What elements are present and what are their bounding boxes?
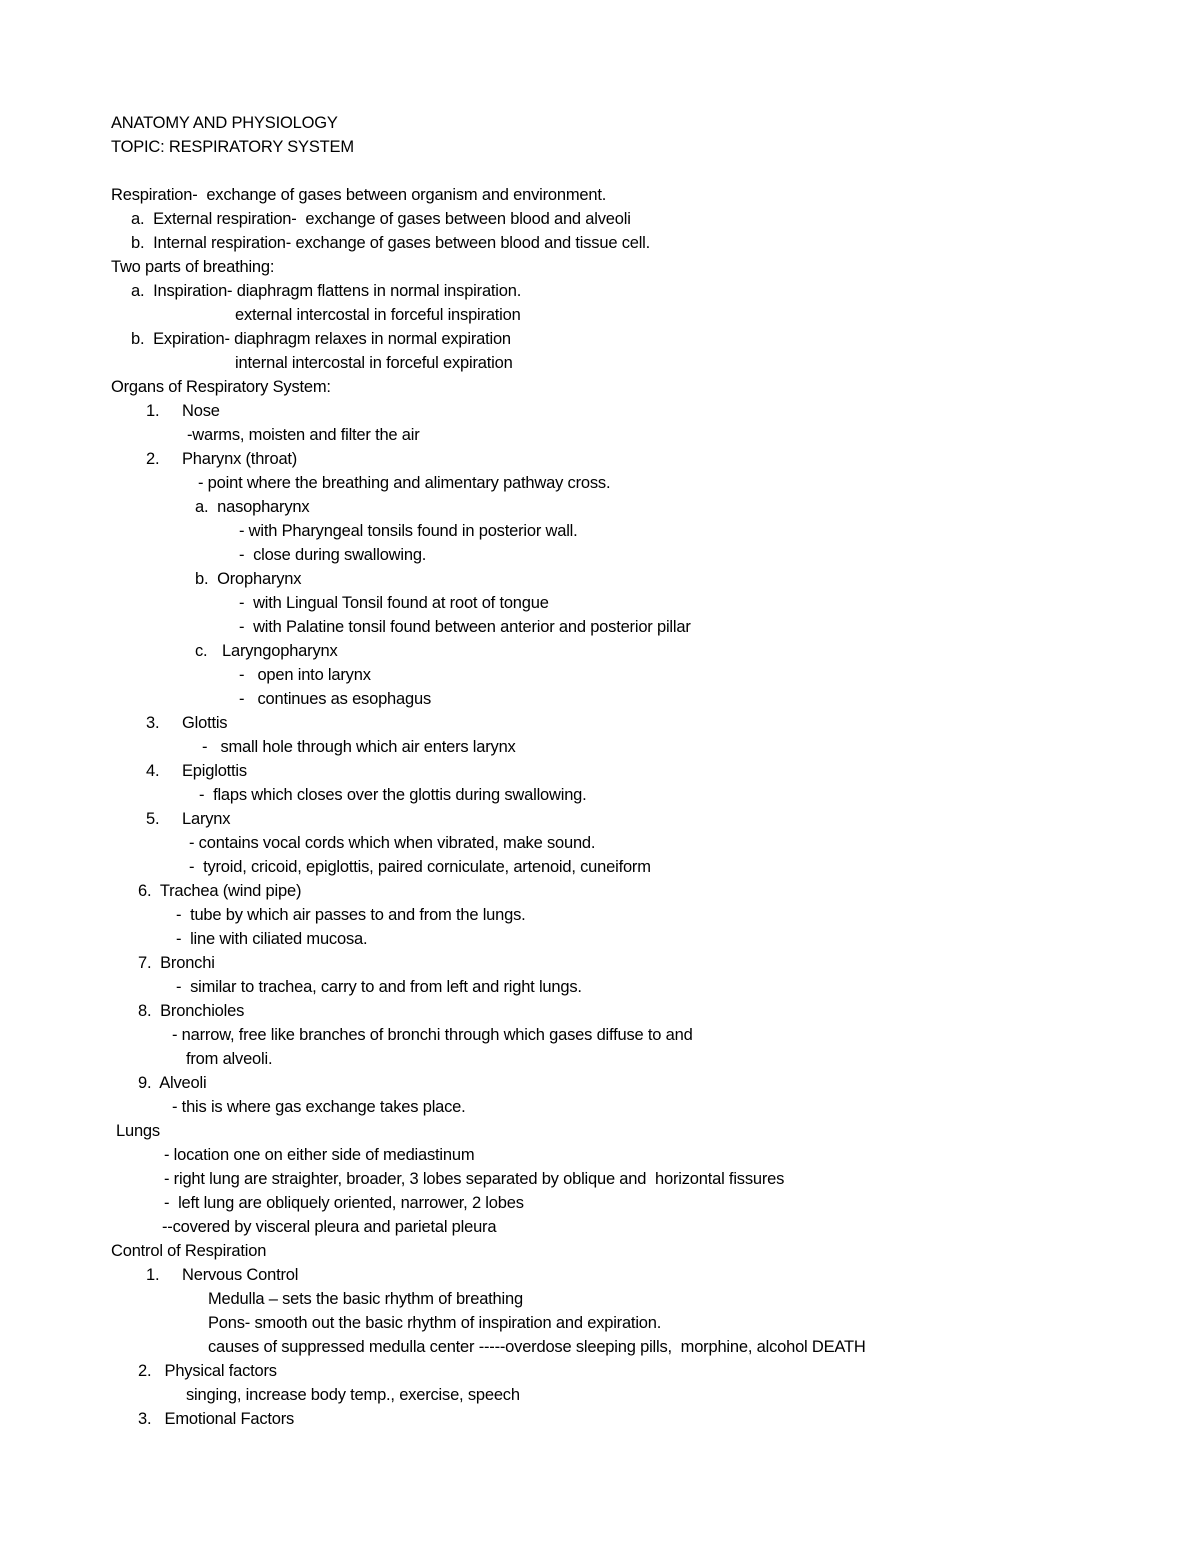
text-line: 2. Physical factors — [138, 1362, 277, 1380]
text-line: - line with ciliated mucosa. — [176, 930, 368, 948]
list-number: 3. — [146, 714, 160, 732]
text-line: Medulla – sets the basic rhythm of breathing — [208, 1290, 523, 1308]
text-line: internal intercostal in forceful expiration — [235, 354, 513, 372]
text-line: Lungs — [116, 1122, 160, 1140]
text-line: Respiration- exchange of gases between organism and environment. — [111, 186, 607, 204]
text-line: Larynx — [182, 810, 231, 828]
text-line: - with Lingual Tonsil found at root of tongue — [239, 594, 549, 612]
text-line: Glottis — [182, 714, 228, 732]
text-line: - open into larynx — [239, 666, 371, 684]
text-line: - with Pharyngeal tonsils found in posterior wall. — [239, 522, 578, 540]
text-line: 9. Alveoli — [138, 1074, 207, 1092]
text-line: - with Palatine tonsil found between anterior and posterior pillar — [239, 618, 691, 636]
text-line: Laryngopharynx — [222, 642, 338, 660]
text-line: Nose — [182, 402, 220, 420]
text-line: - right lung are straighter, broader, 3 lobes separated by oblique and horizontal fissures — [164, 1170, 785, 1188]
text-line: from alveoli. — [186, 1050, 273, 1068]
text-line: -warms, moisten and filter the air — [187, 426, 420, 444]
text-line: Pons- smooth out the basic rhythm of inspiration and expiration. — [208, 1314, 662, 1332]
text-line: 3. Emotional Factors — [138, 1410, 295, 1428]
document-topic: TOPIC: RESPIRATORY SYSTEM — [111, 138, 354, 156]
text-line: - flaps which closes over the glottis during swallowing. — [199, 786, 587, 804]
text-line: Control of Respiration — [111, 1242, 267, 1260]
text-line: - contains vocal cords which when vibrated, make sound. — [189, 834, 596, 852]
text-line: 6. Trachea (wind pipe) — [138, 882, 302, 900]
text-line: - left lung are obliquely oriented, narrower, 2 lobes — [164, 1194, 524, 1212]
list-number: 1. — [146, 402, 160, 420]
text-line: - close during swallowing. — [239, 546, 427, 564]
list-number: 2. — [146, 450, 160, 468]
text-line: 7. Bronchi — [138, 954, 215, 972]
text-line: a. Inspiration- diaphragm flattens in normal inspiration. — [131, 282, 522, 300]
text-line: causes of suppressed medulla center -----overdose sleeping pills, morphine, alcohol DEATH — [208, 1338, 866, 1356]
text-line: - similar to trachea, carry to and from left and right lungs. — [176, 978, 582, 996]
text-line: 8. Bronchioles — [138, 1002, 245, 1020]
text-line: - tyroid, cricoid, epiglottis, paired corniculate, artenoid, cuneiform — [189, 858, 651, 876]
text-line: - narrow, free like branches of bronchi through which gases diffuse to and — [172, 1026, 693, 1044]
text-line: Two parts of breathing: — [111, 258, 275, 276]
text-line: - continues as esophagus — [239, 690, 432, 708]
text-line: a. External respiration- exchange of gases between blood and alveoli — [131, 210, 631, 228]
document-title: ANATOMY AND PHYSIOLOGY — [111, 114, 338, 132]
text-line: Nervous Control — [182, 1266, 299, 1284]
text-line: a. nasopharynx — [195, 498, 310, 516]
text-line: - small hole through which air enters larynx — [202, 738, 516, 756]
list-number: 4. — [146, 762, 160, 780]
text-line: external intercostal in forceful inspiration — [235, 306, 521, 324]
text-line: Pharynx (throat) — [182, 450, 298, 468]
list-letter: c. — [195, 642, 208, 660]
text-line: --covered by visceral pleura and parietal pleura — [162, 1218, 497, 1236]
text-line: - tube by which air passes to and from the lungs. — [176, 906, 526, 924]
text-line: Organs of Respiratory System: — [111, 378, 331, 396]
list-number: 5. — [146, 810, 160, 828]
text-line: singing, increase body temp., exercise, speech — [186, 1386, 520, 1404]
text-line: - point where the breathing and alimentary pathway cross. — [198, 474, 611, 492]
text-line: - location one on either side of mediastinum — [164, 1146, 475, 1164]
text-line: b. Expiration- diaphragm relaxes in normal expiration — [131, 330, 511, 348]
text-line: Epiglottis — [182, 762, 247, 780]
text-line: b. Oropharynx — [195, 570, 302, 588]
text-line: b. Internal respiration- exchange of gases between blood and tissue cell. — [131, 234, 651, 252]
text-line: - this is where gas exchange takes place. — [172, 1098, 466, 1116]
list-number: 1. — [146, 1266, 160, 1284]
